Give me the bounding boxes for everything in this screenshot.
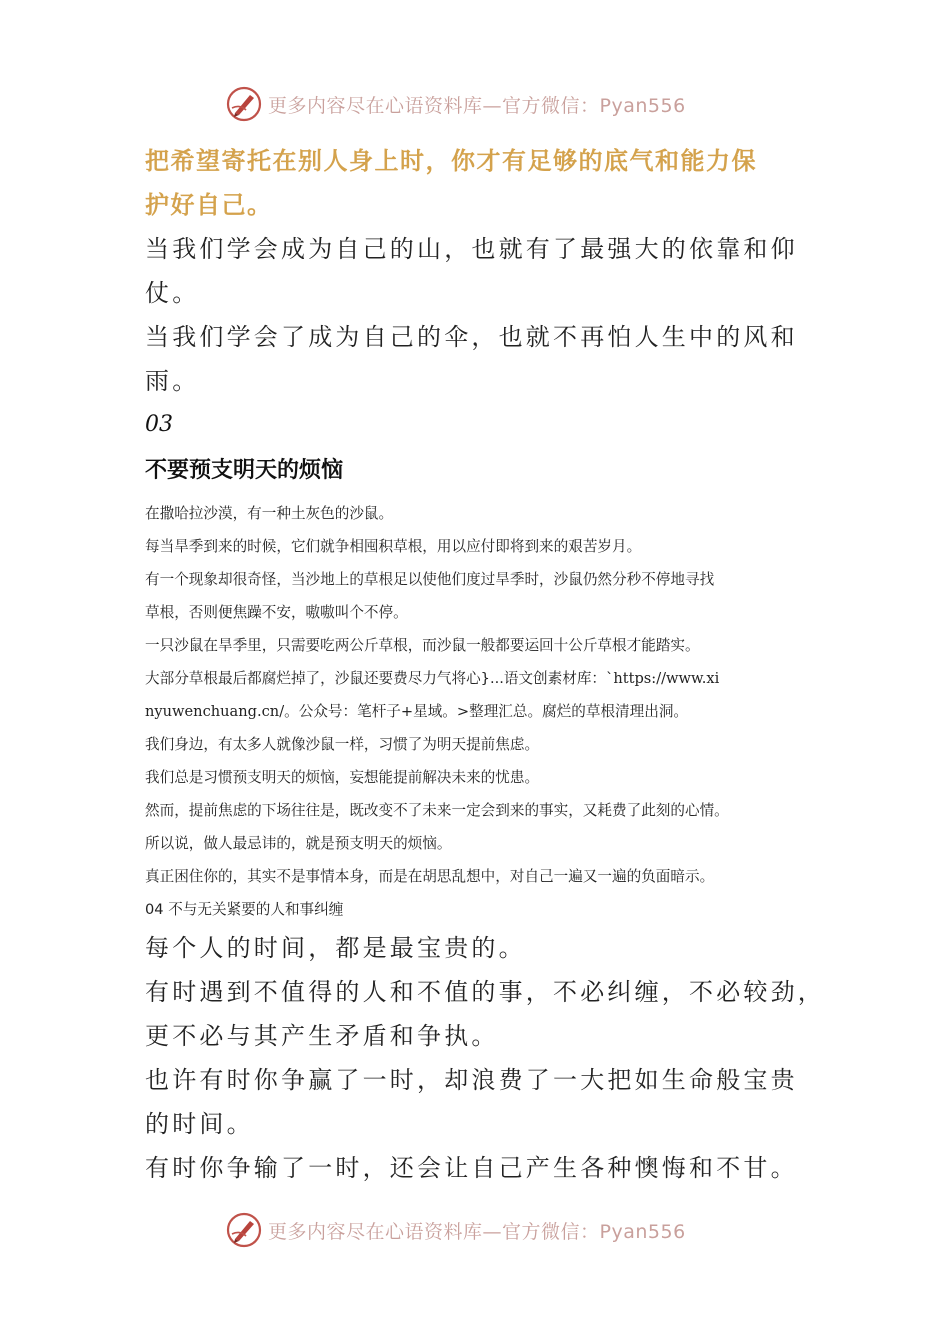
paragraph-line: 每当旱季到来的时候，它们就争相囤积草根，用以应付即将到来的艰苦岁月。: [145, 538, 642, 555]
url-text: nyuwenchuang.cn/: [145, 703, 285, 720]
section-title: 不要预支明天的烦恼: [145, 458, 344, 483]
paragraph-line: 真正困住你的，其实不是事情本身，而是在胡思乱想中，对自己一遍又一遍的负面暗示。: [145, 868, 715, 885]
paragraph-line: 雨。: [145, 367, 200, 395]
paragraph-line: 当我们学会了成为自己的伞，也就不再怕人生中的风和: [145, 323, 798, 351]
paragraph-line: 当我们学会成为自己的山，也就有了最强大的依靠和仰: [145, 235, 798, 263]
banner-text: 更多内容尽在心语资料库—官方微信：Pyan556: [268, 1220, 686, 1243]
paragraph-line: 每个人的时间，都是最宝贵的。: [145, 934, 526, 962]
section-subtitle: 04 不与无关紧要的人和事纠缠: [145, 901, 344, 918]
paragraph-line: 草根，否则便焦躁不安，嗷嗷叫个不停。: [145, 604, 408, 621]
highlight-line: 护好自己。: [145, 190, 273, 219]
paragraph-line: 然而，提前焦虑的下场往往是，既改变不了未来一定会到来的事实，又耗费了此刻的心情。: [145, 802, 729, 819]
paragraph-line: 在撒哈拉沙漠，有一种土灰色的沙鼠。: [145, 505, 394, 522]
paragraph-line: 一只沙鼠在旱季里，只需要吃两公斤草根，而沙鼠一般都要运回十公斤草根才能踏实。: [145, 637, 700, 654]
paragraph-line: 的时间。: [145, 1110, 254, 1138]
paragraph-line: nyuwenchuang.cn/。公众号：笔杆子+星域。>整理汇总。腐烂的草根清理出洞。: [145, 703, 689, 720]
paragraph-line: 大部分草根最后都腐烂掉了，沙鼠还要费尽力气将心}...语文创素材库：`https://www.xi: [145, 670, 720, 687]
paragraph-line: 更不必与其产生矛盾和争执。: [145, 1022, 499, 1050]
section-number: 03: [145, 412, 173, 437]
banner-wechat-id: Pyan556: [599, 1220, 686, 1243]
paragraph-line: 仗。: [145, 279, 200, 307]
paragraph-line: 有时遇到不值得的人和不值的事，不必纠缠，不必较劲，: [145, 978, 825, 1006]
url-text: https://www.xi: [613, 670, 720, 687]
footer-banner: [226, 1210, 746, 1250]
paragraph-line: 我们身边，有太多人就像沙鼠一样，习惯了为明天提前焦虑。: [145, 736, 540, 753]
banner-wechat-id: Pyan556: [599, 94, 686, 117]
page-content: [145, 139, 825, 1190]
highlight-line: 把希望寄托在别人身上时，你才有足够的底气和能力保: [145, 146, 757, 175]
paragraph-line: 有时你争输了一时，还会让自己产生各种懊悔和不甘。: [145, 1154, 798, 1182]
banner-text: 更多内容尽在心语资料库—官方微信：Pyan556: [268, 94, 686, 117]
pen-nib-logo-icon: [226, 86, 262, 122]
paragraph-line: 所以说，做人最忌讳的，就是预支明天的烦恼。: [145, 835, 452, 852]
paragraph-line: 也许有时你争赢了一时，却浪费了一大把如生命般宝贵: [145, 1066, 798, 1094]
pen-nib-logo-icon: [226, 1212, 262, 1248]
paragraph-line: 我们总是习惯预支明天的烦恼，妄想能提前解决未来的忧患。: [145, 769, 540, 786]
header-banner: [226, 84, 746, 124]
paragraph-line: 有一个现象却很奇怪，当沙地上的草根足以使他们度过旱季时，沙鼠仍然分秒不停地寻找: [145, 571, 715, 588]
